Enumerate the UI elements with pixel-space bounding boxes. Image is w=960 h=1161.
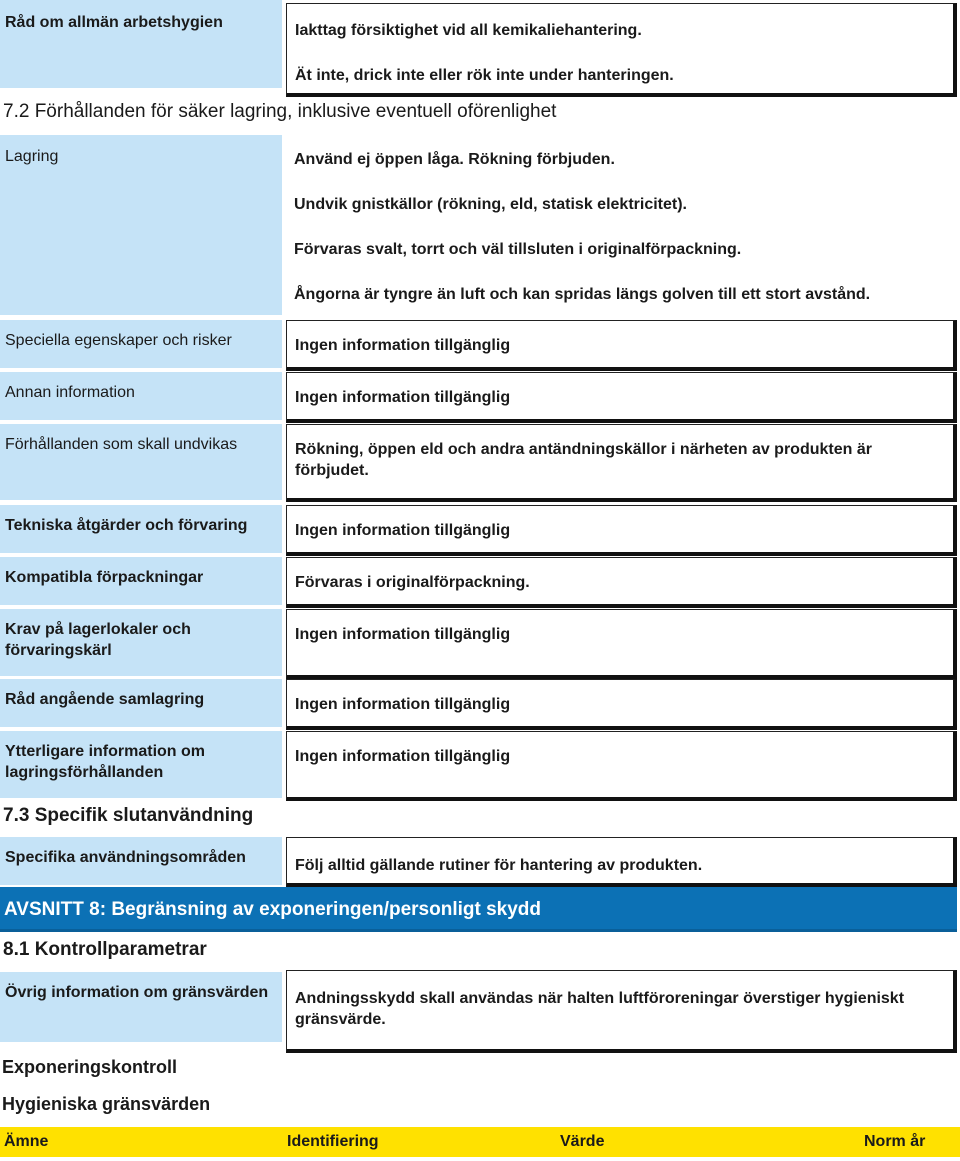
label-specifika: Specifika användningsområden: [0, 837, 282, 885]
column-header-varde: Värde: [560, 1133, 605, 1150]
column-header-norm: Norm år: [864, 1133, 926, 1150]
heading-8-1: 8.1 Kontrollparametrar: [3, 939, 207, 960]
heading-exponeringskontroll: Exponeringskontroll: [2, 1057, 178, 1077]
value-krav: Ingen information tillgänglig: [286, 609, 957, 679]
label-ytterligare: Ytterligare information om lagringsförhållanden: [0, 731, 282, 798]
text-line: Använd ej öppen låga. Rökning förbjuden.: [294, 151, 615, 168]
section-8-header: AVSNITT 8: Begränsning av exponeringen/personligt skydd: [0, 887, 957, 932]
text-line: Iakttag försiktighet vid all kemikaliehantering.: [295, 22, 642, 39]
label-allman-arbetshygien: Råd om allmän arbetshygien: [0, 0, 282, 88]
value-annan: Ingen information tillgänglig: [286, 372, 957, 423]
text-line: Förvaras svalt, torrt och väl tillsluten i originalförpackning.: [294, 241, 742, 258]
value-lagring: [286, 135, 957, 315]
value-tekniska: Ingen information tillgänglig: [286, 505, 957, 556]
label-speciella: Speciella egenskaper och risker: [0, 320, 282, 368]
value-samlagring: Ingen information tillgänglig: [286, 679, 957, 730]
label-kompatibla: Kompatibla förpackningar: [0, 557, 282, 605]
column-header-identifiering: Identifiering: [287, 1133, 379, 1150]
table-header-row: [0, 1127, 960, 1157]
text-line: Ät inte, drick inte eller rök inte under hanteringen.: [295, 67, 674, 84]
heading-hygieniska: Hygieniska gränsvärden: [2, 1094, 211, 1114]
value-allman-arbetshygien: [286, 3, 957, 97]
value-ytterligare: Ingen information tillgänglig: [286, 731, 957, 801]
heading-7-3: 7.3 Specifik slutanvändning: [3, 805, 254, 826]
column-header-amne: Ämne: [4, 1133, 49, 1150]
heading-7-2: 7.2 Förhållanden för säker lagring, inklusive eventuell oförenlighet: [3, 101, 557, 122]
label-samlagring: Råd angående samlagring: [0, 679, 282, 727]
label-krav: Krav på lagerlokaler och förvaringskärl: [0, 609, 282, 676]
label-forhallanden: Förhållanden som skall undvikas: [0, 424, 282, 500]
text-line: Undvik gnistkällor (rökning, eld, statisk elektricitet).: [294, 196, 687, 213]
value-forhallanden: Rökning, öppen eld och andra antändningskällor i närheten av produkten är förbjudet.: [286, 424, 957, 502]
value-speciella: Ingen information tillgänglig: [286, 320, 957, 371]
label-tekniska: Tekniska åtgärder och förvaring: [0, 505, 282, 553]
value-kompatibla: Förvaras i originalförpackning.: [286, 557, 957, 608]
value-ovrig: Andningsskydd skall användas när halten luftföroreningar överstiger hygieniskt gränsvärde.: [286, 970, 957, 1053]
label-annan: Annan information: [0, 372, 282, 420]
value-specifika: Följ alltid gällande rutiner för hantering av produkten.: [286, 837, 957, 887]
label-lagring: Lagring: [0, 135, 282, 315]
text-line: Ångorna är tyngre än luft och kan spridas längs golven till ett stort avstånd.: [294, 286, 871, 303]
label-ovrig: Övrig information om gränsvärden: [0, 972, 282, 1042]
